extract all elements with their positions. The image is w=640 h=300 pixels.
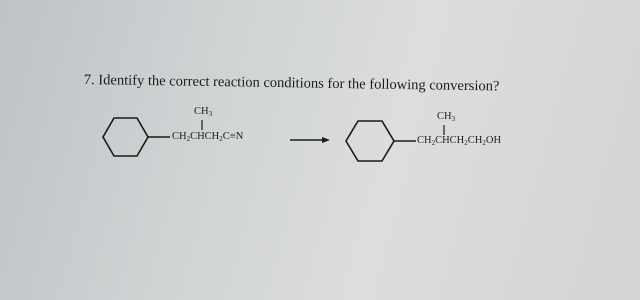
question-prompt: Identify the correct reaction conditions for the following conversion? (98, 72, 500, 95)
reaction-arrow (290, 137, 330, 143)
reactant-cyclohexane-ring (103, 118, 148, 156)
reactant-chain-label: $CH_2CHCH_2C\equiv N$ (172, 131, 244, 143)
product-methyl-label: $CH_3$ (437, 111, 456, 123)
question-number: 7. (83, 72, 95, 89)
reactant-methyl-label: $CH_3$ (194, 106, 213, 118)
product-chain-label: $CH_2CHCH_2CH_2OH$ (417, 135, 502, 147)
product-cyclohexane-ring (346, 121, 394, 161)
